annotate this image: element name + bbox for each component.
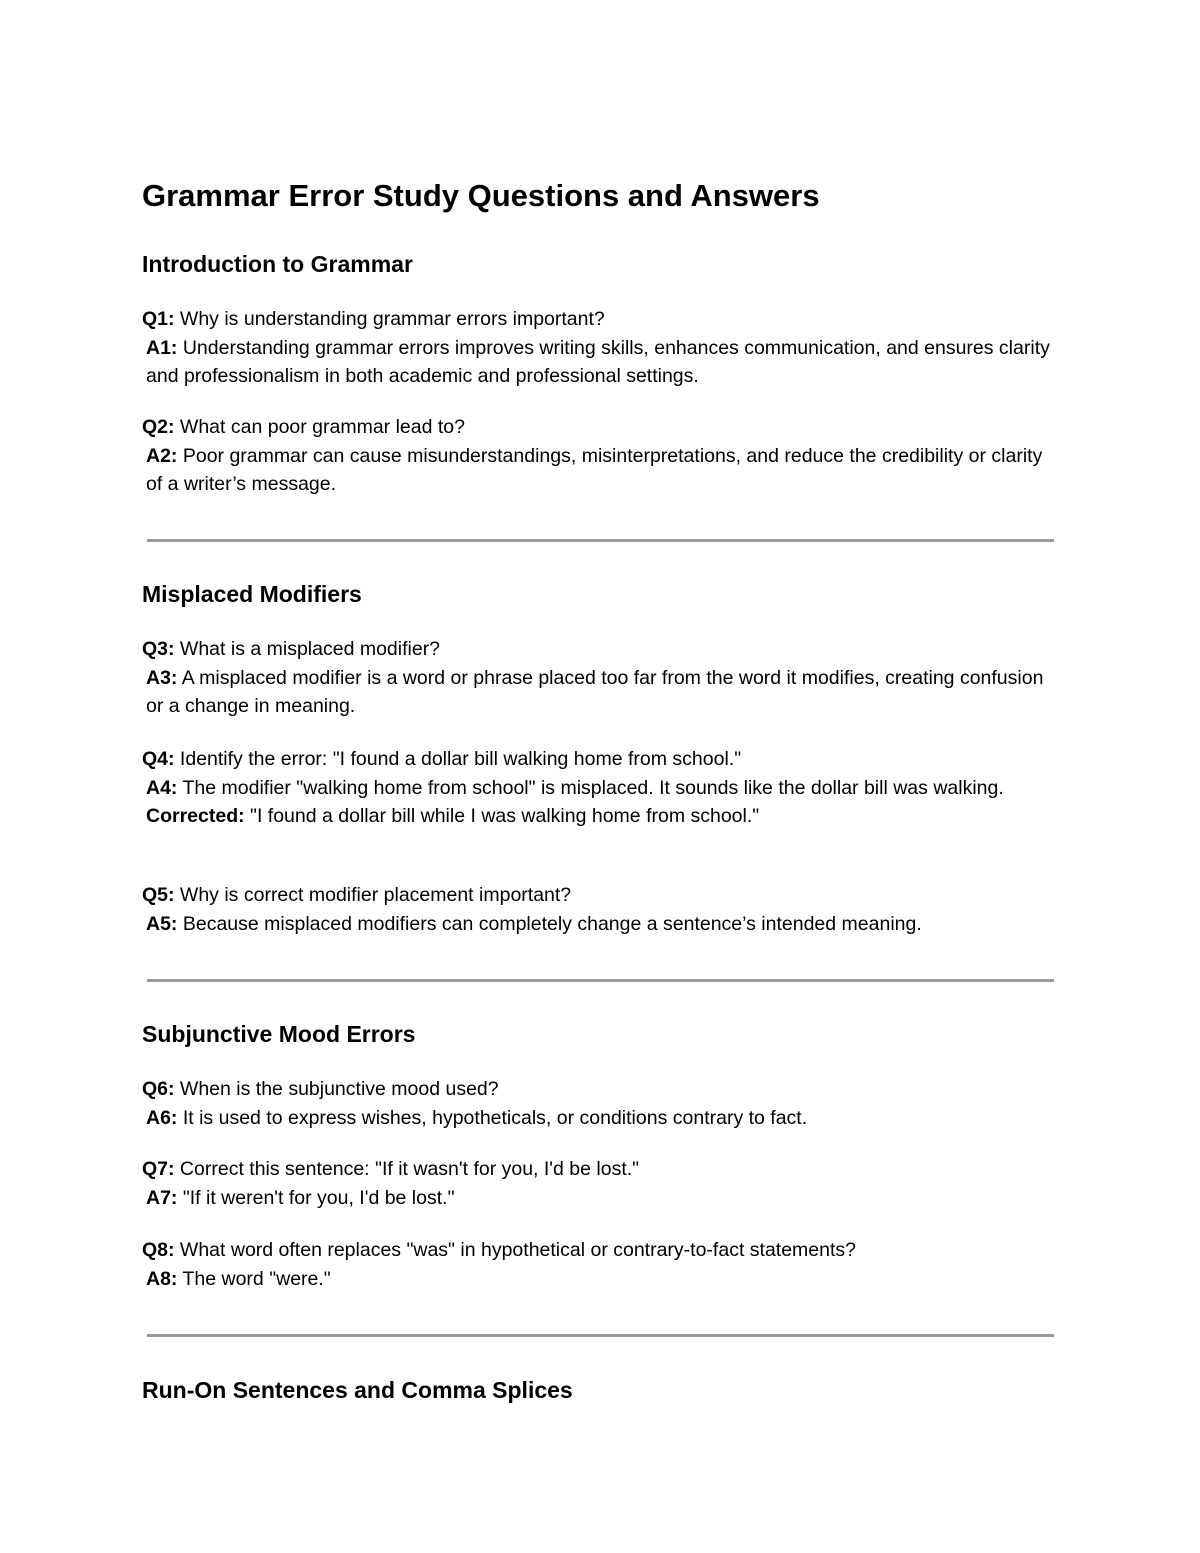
question-label: Q4:: [142, 748, 175, 770]
answer-a1: [142, 334, 1054, 391]
section-divider: [147, 979, 1054, 982]
answer-a7: [142, 1184, 1054, 1213]
answer-text: The modifier "walking home from school" is misplaced. It sounds like the dollar bill was walking.: [177, 776, 1004, 799]
question-text: Why is understanding grammar errors important?: [174, 308, 605, 330]
answer-a2: [142, 442, 1054, 499]
question-text: What is a misplaced modifier?: [174, 638, 441, 660]
answer-text: It is used to express wishes, hypotheticals, or conditions contrary to fact.: [177, 1106, 808, 1129]
answer-text: "If it weren't for you, I'd be lost.": [177, 1186, 455, 1209]
section-divider: [147, 1334, 1054, 1337]
question-q7: [142, 1155, 1054, 1184]
section-heading-misplaced-modifiers: Misplaced Modifiers: [142, 581, 362, 607]
question-q5: [142, 881, 1054, 910]
answer-label: A4:: [146, 776, 178, 799]
question-label: Q2:: [142, 416, 175, 438]
corrected-sentence: [142, 802, 1054, 831]
question-q1: [142, 305, 1054, 334]
qa-pair-q6: [142, 1075, 1054, 1132]
qa-pair-q3: [142, 635, 1054, 721]
question-text: Why is correct modifier placement important?: [174, 884, 572, 906]
qa-pair-q4: [142, 745, 1054, 831]
question-label: Q3:: [142, 638, 175, 660]
question-text: Correct this sentence: "If it wasn't for you, I'd be lost.": [174, 1158, 640, 1180]
question-label: Q7:: [142, 1158, 175, 1180]
document-title: Grammar Error Study Questions and Answers: [142, 178, 820, 213]
answer-a3: [142, 664, 1054, 721]
answer-text: Understanding grammar errors improves writing skills, enhances communication, and ensures clarity and professionalism in both academic and professional settings.: [146, 336, 1050, 387]
answer-label: A8:: [146, 1267, 178, 1290]
answer-text: A misplaced modifier is a word or phrase placed too far from the word it modifies, creating confusion or a change in meaning.: [146, 666, 1044, 717]
question-label: Q8:: [142, 1239, 175, 1261]
answer-a6: [142, 1104, 1054, 1133]
question-q6: [142, 1075, 1054, 1104]
corrected-text: "I found a dollar bill while I was walking home from school.": [244, 805, 760, 827]
section-heading-subjunctive-mood: Subjunctive Mood Errors: [142, 1021, 416, 1047]
answer-label: A2:: [146, 444, 178, 467]
qa-pair-q5: [142, 881, 1054, 938]
section-heading-run-on-sentences: Run-On Sentences and Comma Splices: [142, 1377, 573, 1403]
question-label: Q1:: [142, 308, 175, 330]
answer-text: Because misplaced modifiers can completely change a sentence’s intended meaning.: [177, 912, 922, 935]
answer-a8: [142, 1265, 1054, 1294]
answer-label: A5:: [146, 912, 178, 935]
question-text: Identify the error: "I found a dollar bill walking home from school.": [174, 748, 742, 770]
question-q2: [142, 413, 1054, 442]
answer-a4: [142, 774, 1054, 803]
question-text: What word often replaces "was" in hypothetical or contrary-to-fact statements?: [174, 1239, 856, 1261]
answer-label: A7:: [146, 1186, 178, 1209]
section-heading-introduction: Introduction to Grammar: [142, 251, 413, 277]
question-text: What can poor grammar lead to?: [174, 416, 465, 438]
answer-text: Poor grammar can cause misunderstandings, misinterpretations, and reduce the credibility or clarity of a writer’s message.: [146, 444, 1043, 495]
question-q4: [142, 745, 1054, 774]
answer-text: The word "were.": [177, 1267, 331, 1290]
qa-pair-q1: [142, 305, 1054, 391]
question-q8: [142, 1236, 1054, 1265]
question-label: Q5:: [142, 884, 175, 906]
answer-a5: [142, 910, 1054, 939]
qa-pair-q2: [142, 413, 1054, 499]
answer-label: A3:: [146, 666, 178, 689]
answer-label: A6:: [146, 1106, 178, 1129]
qa-pair-q8: [142, 1236, 1054, 1293]
question-text: When is the subjunctive mood used?: [174, 1078, 499, 1100]
corrected-label: Corrected:: [146, 805, 245, 827]
qa-pair-q7: [142, 1155, 1054, 1212]
question-label: Q6:: [142, 1078, 175, 1100]
section-divider: [147, 539, 1054, 542]
question-q3: [142, 635, 1054, 664]
answer-label: A1:: [146, 336, 178, 359]
